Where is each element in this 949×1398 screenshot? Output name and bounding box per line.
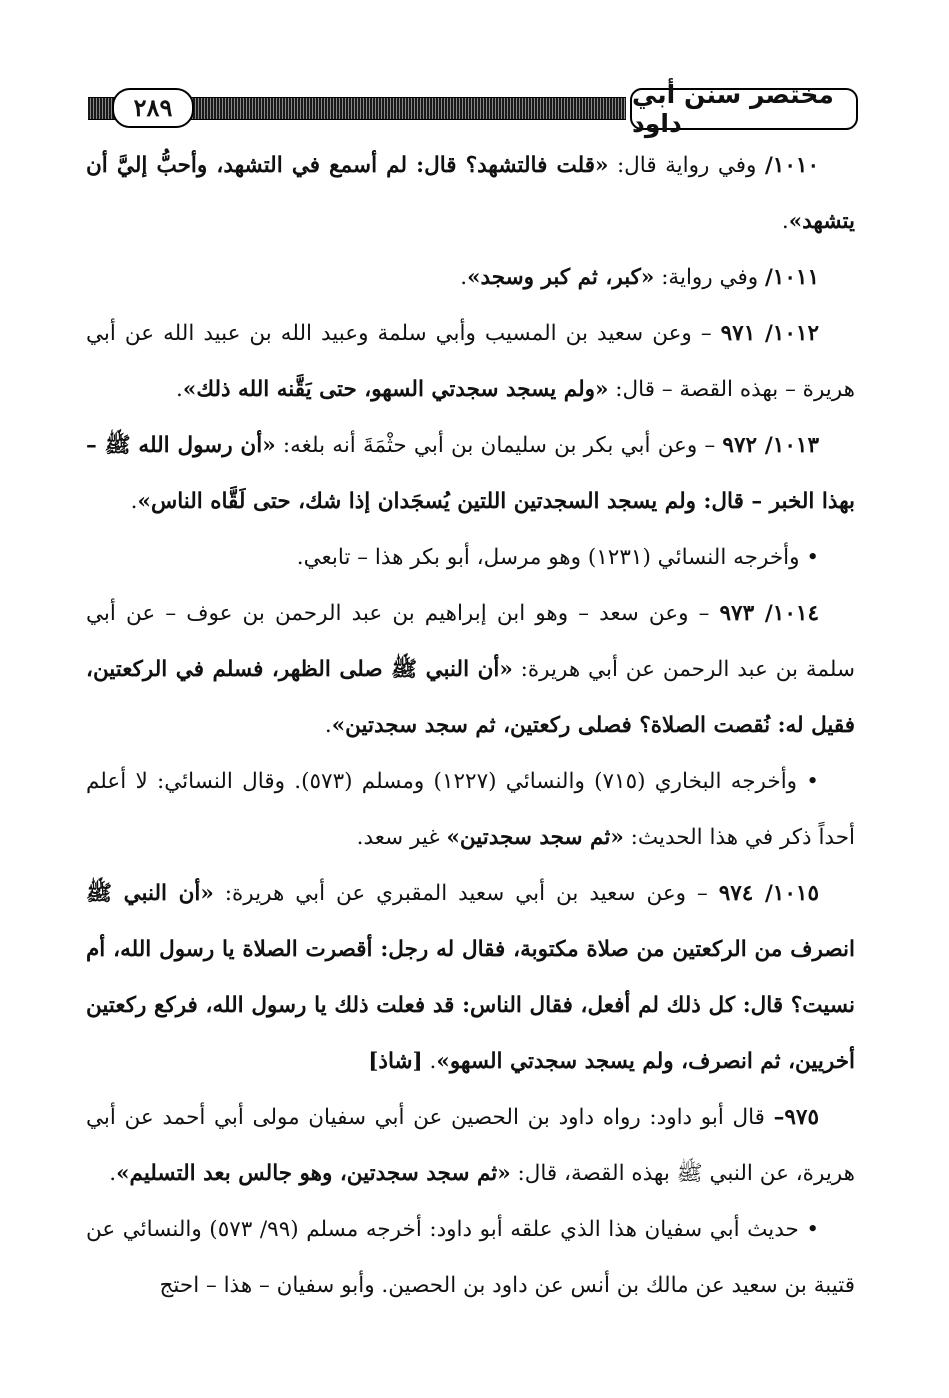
narration-text: . (324, 713, 332, 738)
hadith-paragraph (86, 1090, 855, 1202)
narration-text: . (422, 1049, 437, 1074)
narration-text: • وأخرجه النسائي (١٢٣١) وهو مرسل، أبو بكر هذا – تابعي. (296, 545, 819, 570)
narration-text: قال أبو داود: رواه داود بن الحصين عن أبي سفيان مولى أبي أحمد عن أبي هريرة، عن النبي ﷺ بهذه القصة، قال: (86, 1105, 855, 1186)
hadith-paragraph (86, 418, 855, 530)
narration-text: . (176, 377, 183, 402)
hadith-number: ١٠١٢/ ٩٧١ (720, 321, 819, 346)
hadith-number: ١٠١٤/ ٩٧٣ (719, 601, 819, 626)
narration-text: . (781, 209, 789, 234)
quoted-text: «أن النبي ﷺ انصرف من الركعتين من صلاة مكتوبة، فقال له رجل: أقصرت الصلاة يا رسول الله، أم نسيت؟ قال: كل ذلك لم أفعل، فقال الناس: قد فعلت ذلك يا رسول الله، فركع ركعتين أخريين، ثم انصرف، ولم يسجد سجدتي السهو» (86, 881, 855, 1074)
hadith-number: ١٠١٣/ ٩٧٢ (722, 433, 819, 458)
commentary-note (86, 754, 855, 866)
hadith-paragraph (86, 306, 855, 418)
text-body (86, 138, 855, 1314)
quoted-text: [شاذ] (368, 1049, 423, 1074)
hadith-number: ٩٧٥– (773, 1105, 819, 1130)
commentary-note (86, 1202, 855, 1314)
quoted-text: «ولم يسجد سجدتي السهو، حتى يَقَّنه الله ذلك» (182, 377, 609, 402)
hadith-paragraph (86, 586, 855, 754)
hadith-number: ١٠١١/ (764, 265, 819, 290)
narration-text: . (460, 265, 468, 290)
hadith-paragraph (86, 250, 855, 306)
narration-text: وفي رواية قال: (608, 153, 765, 178)
narration-text: . (109, 1161, 117, 1186)
narration-text: – وعن أبي بكر بن سليمان بن أبي حثْمَةَ أنه بلغه: (275, 433, 723, 458)
page-number: ٢٨٩ (112, 88, 194, 128)
narration-text: . (130, 489, 138, 514)
narration-text: وفي رواية: (654, 265, 765, 290)
quoted-text: «ثم سجد سجدتين» (446, 825, 624, 850)
hadith-paragraph (86, 138, 855, 250)
narration-text: – وعن سعيد بن المسيب وأبي سلمة وعبيد الله بن عبيد الله عن أبي هريرة – بهذه القصة – قال: (86, 321, 855, 402)
quoted-text: «كبر، ثم كبر وسجد» (467, 265, 655, 290)
commentary-note (86, 530, 855, 586)
narration-text: • حديث أبي سفيان هذا الذي علقه أبو داود: أخرجه مسلم (٩٩/ ٥٧٣) والنسائي عن قتيبة بن سعيد عن مالك بن أنس عن داود بن الحصين. وأبو سفيان – هذا – احتج (86, 1217, 855, 1298)
quoted-text: «أن النبي ﷺ صلى الظهر، فسلم في الركعتين، فقيل له: نُقصت الصلاة؟ فصلى ركعتين، ثم سجد سجدتين» (86, 657, 855, 738)
narration-text: غير سعد. (356, 825, 447, 850)
hadith-number: ١٠١٠/ (764, 153, 819, 178)
quoted-text: «قلت فالتشهد؟ قال: لم أسمع في التشهد، وأحبُّ إليَّ أن يتشهد» (86, 153, 855, 234)
page-header (88, 80, 858, 138)
hadith-paragraph (86, 866, 855, 1090)
book-title: مختصر سنن أبي داود (630, 88, 858, 130)
narration-text: – وعن سعد – وهو ابن إبراهيم بن عبد الرحمن بن عوف – عن أبي سلمة بن عبد الرحمن عن أبي هريرة: (86, 601, 855, 682)
quoted-text: «ثم سجد سجدتين، وهو جالس بعد التسليم» (116, 1161, 511, 1186)
hadith-number: ١٠١٥/ ٩٧٤ (718, 881, 819, 906)
narration-text: – وعن سعيد بن أبي سعيد المقبري عن أبي هريرة: (213, 881, 719, 906)
narration-text: • وأخرجه البخاري (٧١٥) والنسائي (١٢٢٧) ومسلم (٥٧٣). وقال النسائي: لا أعلم أحداً ذكر في هذا الحديث: (86, 769, 855, 850)
quoted-text: «أن رسول الله ﷺ – بهذا الخبر – قال: ولم يسجد السجدتين اللتين يُسجَدان إذا شك، حتى لَقَّاه الناس» (86, 433, 855, 514)
